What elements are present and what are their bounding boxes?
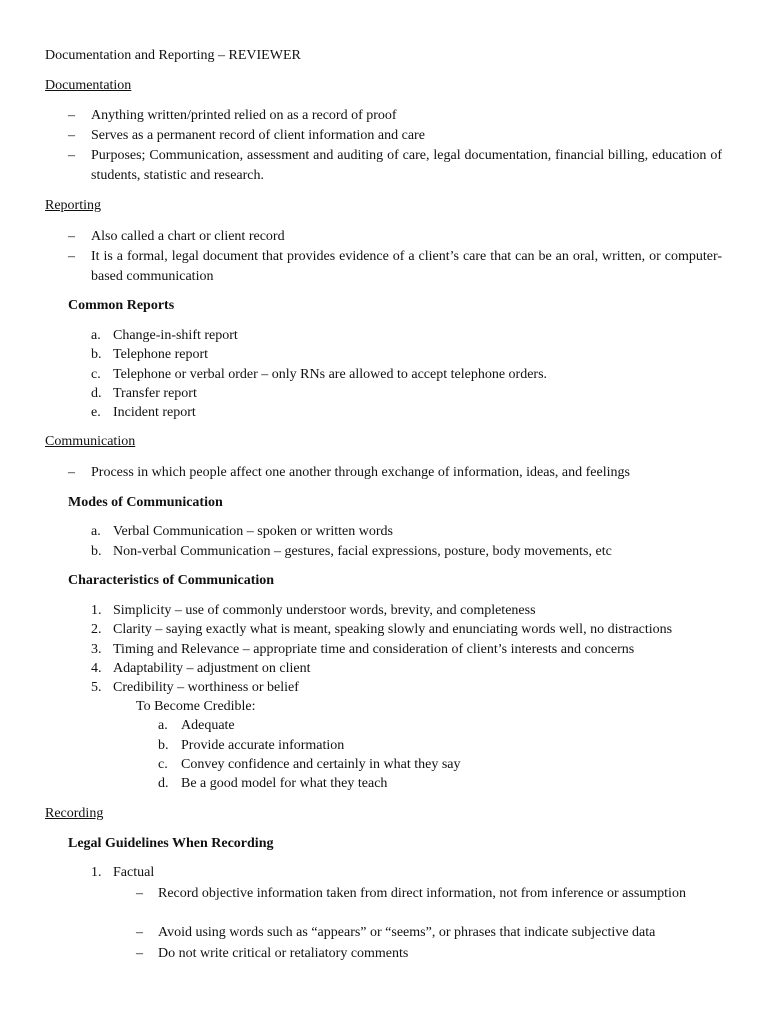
list-item: Convey confidence and certainly in what they say xyxy=(181,757,461,772)
section-heading-communication: Communication xyxy=(45,434,136,449)
list-marker: 2. xyxy=(91,622,102,637)
list-item: Record objective information taken from direct information, not from inference or assumption xyxy=(158,886,686,901)
list-item: Do not write critical or retaliatory comments xyxy=(158,946,409,961)
list-item: Simplicity – use of commonly understoor words, brevity, and completeness xyxy=(113,603,536,618)
subheading-common-reports: Common Reports xyxy=(68,298,175,313)
list-item: Serves as a permanent record of client information and care xyxy=(91,128,425,143)
list-item: Telephone or verbal order – only RNs are allowed to accept telephone orders. xyxy=(113,367,548,382)
subheading-modes: Modes of Communication xyxy=(68,495,223,510)
section-heading-documentation: Documentation xyxy=(45,78,132,93)
list-marker: 5. xyxy=(91,680,102,695)
list-item: Transfer report xyxy=(113,386,197,401)
list-marker: b. xyxy=(158,738,169,753)
bullet-dash: – xyxy=(68,229,75,244)
list-marker: e. xyxy=(91,405,101,420)
list-item: Adequate xyxy=(181,718,235,733)
list-marker: 1. xyxy=(91,865,102,880)
document-title: Documentation and Reporting – REVIEWER xyxy=(45,48,301,63)
bullet-dash: – xyxy=(68,128,75,143)
bullet-dash: – xyxy=(136,946,143,961)
list-marker: 3. xyxy=(91,642,102,657)
list-item: Verbal Communication – spoken or written words xyxy=(113,524,393,539)
list-marker: b. xyxy=(91,544,102,559)
section-heading-reporting: Reporting xyxy=(45,198,101,213)
list-item: Telephone report xyxy=(113,347,209,362)
list-item: Credibility – worthiness or belief xyxy=(113,680,299,695)
bullet-dash: – xyxy=(136,886,143,901)
list-item: Incident report xyxy=(113,405,196,420)
bullet-dash: – xyxy=(68,108,75,123)
list-item: Adaptability – adjustment on client xyxy=(113,661,311,676)
list-item: Anything written/printed relied on as a record of proof xyxy=(91,108,397,123)
bullet-dash: – xyxy=(68,148,75,163)
subheading-legal-guidelines: Legal Guidelines When Recording xyxy=(68,836,274,851)
bullet-dash: – xyxy=(136,925,143,940)
list-marker: b. xyxy=(91,347,102,362)
list-marker: 1. xyxy=(91,603,102,618)
list-item: Purposes; Communication, assessment and auditing of care, legal documentation, financial billing, education of students, statistic and research. xyxy=(91,148,722,183)
list-marker: d. xyxy=(158,776,169,791)
list-item: Change-in-shift report xyxy=(113,328,238,343)
list-marker: c. xyxy=(158,757,168,772)
subheading-characteristics: Characteristics of Communication xyxy=(68,573,275,588)
list-item: It is a formal, legal document that provides evidence of a client’s care that can be an oral, written, or computer-based communication xyxy=(91,249,722,284)
list-marker: d. xyxy=(91,386,102,401)
list-item: Process in which people affect one another through exchange of information, ideas, and feelings xyxy=(91,465,630,480)
list-item: Avoid using words such as “appears” or “seems”, or phrases that indicate subjective data xyxy=(158,925,656,940)
list-marker: c. xyxy=(91,367,101,382)
list-item: Clarity – saying exactly what is meant, speaking slowly and enunciating words well, no distractions xyxy=(113,622,673,637)
list-marker: a. xyxy=(158,718,168,733)
bullet-dash: – xyxy=(68,465,75,480)
list-item: Timing and Relevance – appropriate time and consideration of client’s interests and concerns xyxy=(113,642,635,657)
list-marker: a. xyxy=(91,524,101,539)
bullet-dash: – xyxy=(68,249,75,264)
credible-label: To Become Credible: xyxy=(136,699,256,714)
list-item: Non-verbal Communication – gestures, facial expressions, posture, body movements, etc xyxy=(113,544,612,559)
list-item: Also called a chart or client record xyxy=(91,229,285,244)
section-heading-recording: Recording xyxy=(45,806,104,821)
list-item: Factual xyxy=(113,865,155,880)
list-item: Provide accurate information xyxy=(181,738,345,753)
list-marker: a. xyxy=(91,328,101,343)
list-marker: 4. xyxy=(91,661,102,676)
list-item: Be a good model for what they teach xyxy=(181,776,388,791)
